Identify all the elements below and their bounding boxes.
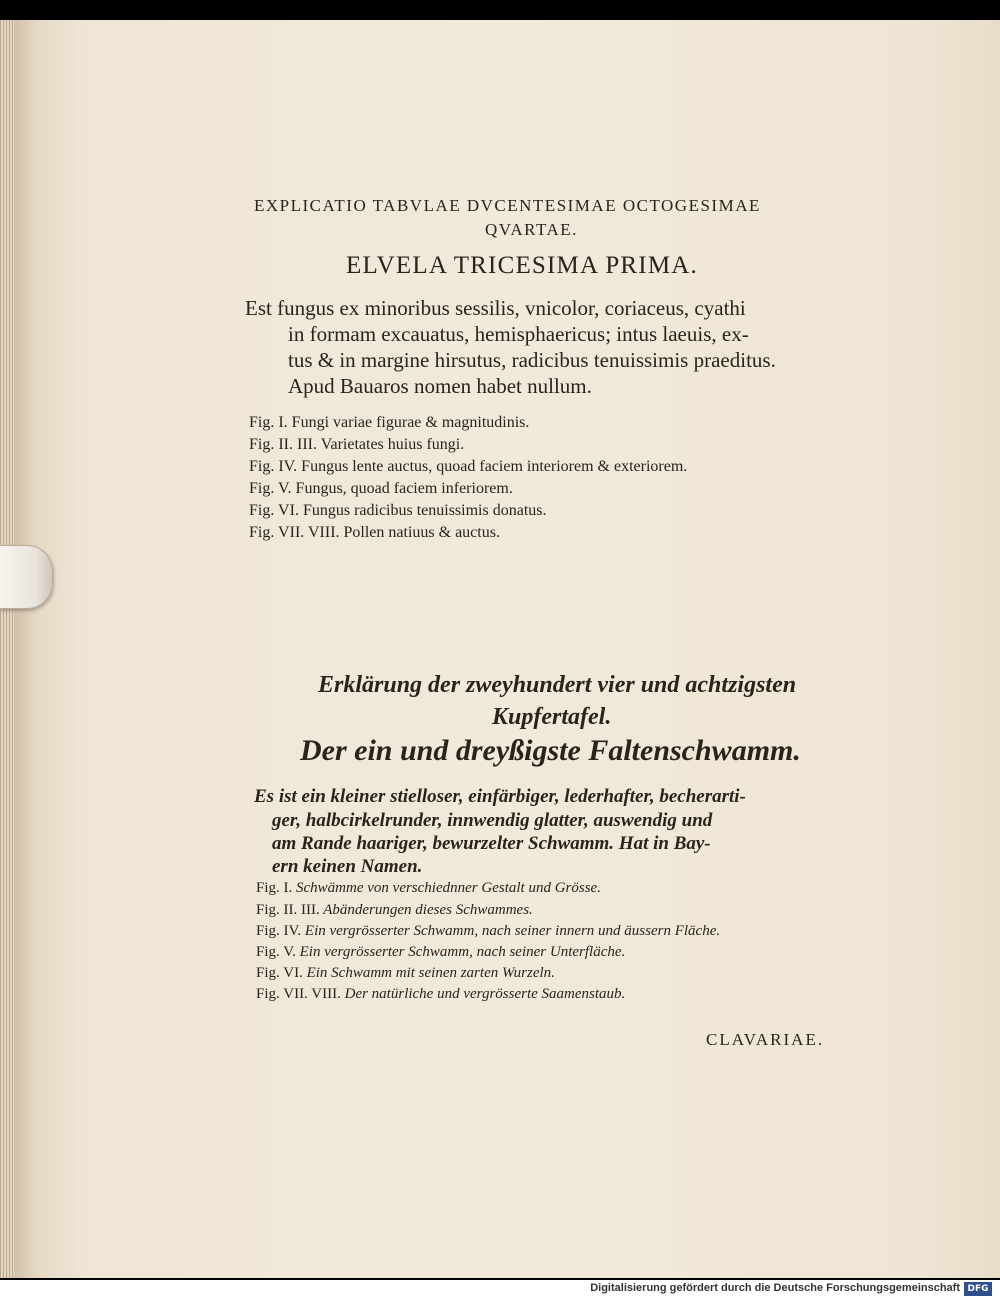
figure-text: Schwämme von verschiednner Gestalt und Grösse. (296, 880, 601, 896)
latin-figure-item (249, 502, 547, 520)
german-description-line: ger, halbcirkelrunder, innwendig glatter, auswendig und (272, 810, 713, 831)
funding-credit: Digitalisierung gefördert durch die Deutsche Forschungsgemeinschaft (590, 1282, 960, 1294)
figure-text: Fungus radicibus tenuissimis donatus. (302, 502, 547, 519)
figure-label: Fig. I. (256, 880, 293, 896)
latin-heading-line2: QVARTAE. (485, 220, 578, 239)
figure-text: Der natürliche und vergrösserte Saamenstaub. (344, 986, 626, 1002)
german-description-line: Es ist ein kleiner stielloser, einfärbiger, lederhafter, becherarti- (254, 786, 746, 807)
footer-bar (0, 1280, 1000, 1299)
figure-text: Ein Schwamm mit seinen zarten Wurzeln. (306, 965, 555, 981)
german-figure-item (256, 880, 601, 897)
figure-text: Ein vergrösserter Schwamm, nach seiner innern und äussern Fläche. (304, 923, 721, 939)
german-description-line: am Rande haariger, bewurzelter Schwamm. Hat in Bay- (272, 833, 711, 854)
page-edges (0, 20, 14, 1278)
german-figure-item (256, 902, 533, 919)
german-figure-item (256, 965, 555, 982)
figure-label: Fig. V. (256, 944, 296, 960)
german-heading-line2: Kupfertafel. (492, 704, 612, 730)
latin-description-line: tus & in margine hirsutus, radicibus tenuissimis praeditus. (288, 348, 776, 372)
latin-figure-item (249, 480, 513, 498)
latin-title: ELVELA TRICESIMA PRIMA. (346, 252, 698, 279)
german-title: Der ein und dreyßigste Faltenschwamm. (300, 734, 801, 767)
figure-label: Fig. V. (249, 480, 292, 497)
latin-description-line: in formam excauatus, hemisphaericus; intus laeuis, ex- (288, 322, 749, 346)
figure-text: Fungus, quoad faciem inferiorem. (295, 480, 513, 497)
catchword: CLAVARIAE. (706, 1030, 825, 1049)
figure-label: Fig. IV. (256, 923, 302, 939)
latin-figure-item (249, 436, 464, 454)
latin-figure-item (249, 414, 529, 432)
latin-description-line: Est fungus ex minoribus sessilis, vnicolor, coriaceus, cyathi (245, 296, 746, 320)
figure-label: Fig. VI. (249, 502, 299, 519)
latin-figure-item (249, 458, 687, 476)
figure-label: Fig. VI. (256, 965, 303, 981)
figure-text: Pollen natiuus & auctus. (343, 524, 500, 541)
latin-description-line: Apud Bauaros nomen habet nullum. (288, 374, 592, 398)
figure-label: Fig. IV. (249, 458, 298, 475)
figure-text: Fungi variae figurae & magnitudinis. (291, 414, 530, 431)
german-heading-line1: Erklärung der zweyhundert vier und achtzigsten (318, 672, 797, 698)
figure-label: Fig. I. (249, 414, 288, 431)
latin-figure-item (249, 524, 500, 542)
dfg-logo[interactable]: DFG (964, 1282, 992, 1296)
german-figure-item (256, 944, 625, 961)
figure-label: Fig. VII. VIII. (249, 524, 340, 541)
german-figure-item (256, 923, 720, 940)
figure-label: Fig. VII. VIII. (256, 986, 341, 1002)
figure-text: Fungus lente auctus, quoad faciem interiorem & exteriorem. (301, 458, 688, 475)
figure-label: Fig. II. III. (249, 436, 317, 453)
bookmark-tab (0, 545, 53, 609)
figure-text: Varietates huius fungi. (320, 436, 465, 453)
german-figure-item (256, 986, 625, 1003)
figure-text: Ein vergrösserter Schwamm, nach seiner Unterfläche. (299, 944, 626, 960)
figure-label: Fig. II. III. (256, 902, 320, 918)
figure-text: Abänderungen dieses Schwammes. (323, 902, 533, 918)
latin-heading-line1: EXPLICATIO TABVLAE DVCENTESIMAE OCTOGESIMAE (254, 196, 761, 215)
german-description-line: ern keinen Namen. (272, 856, 423, 877)
